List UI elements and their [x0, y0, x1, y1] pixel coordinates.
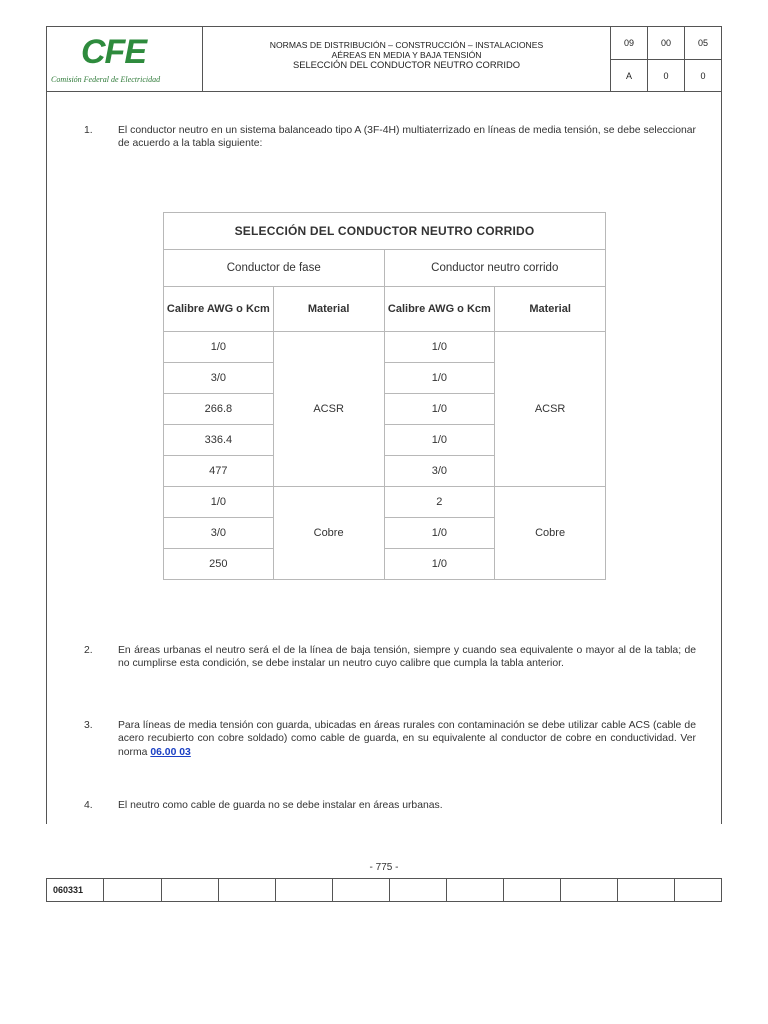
cell-phase-caliber: 1/0 [164, 487, 274, 518]
cell-neutral-caliber: 1/0 [384, 518, 495, 549]
code-divider [684, 27, 685, 91]
document-footer [46, 878, 722, 902]
cell-phase-caliber: 477 [164, 456, 274, 487]
cell-neutral-caliber: 2 [384, 487, 495, 518]
page-number: - 775 - [369, 862, 399, 873]
code-r1-c3: 05 [697, 38, 708, 48]
cell-neutral-caliber: 1/0 [384, 549, 495, 580]
footer-divider [389, 879, 390, 901]
footer-divider [674, 879, 675, 901]
column-header-caliber-phase: Calibre AWG o Kcm [164, 287, 274, 332]
header-title-line1: NORMAS DE DISTRIBUCIÓN – CONSTRUCCIÓN – INSTALACIONES [269, 40, 544, 50]
paragraph-text: En áreas urbanas el neutro será el de la línea de baja tensión, siempre y cuando sea equivalente o mayor al de la tabla; de no cumplirse esta condición, se debe instalar un neutro cuyo calibre que cumpla la tabla anterior. [118, 645, 696, 670]
paragraph-number: 3. [84, 720, 93, 731]
cell-material-neutral-copper: Cobre [495, 487, 606, 580]
paragraph-3-body: Para líneas de media tensión con guarda, ubicadas en áreas rurales con contaminación se debe utilizar cable ACS (cable de acero recubierto con cobre soldado) como cable de guarda, en su equivalente al conductor de cobre en conductividad. Ver norma [118, 720, 696, 758]
code-r2-c3: 0 [700, 71, 706, 81]
cell-phase-caliber: 266.8 [164, 394, 274, 425]
paragraph-number: 1. [84, 125, 93, 136]
cell-neutral-caliber: 1/0 [384, 363, 495, 394]
column-header-material-neutral: Material [495, 287, 606, 332]
footer-divider [560, 879, 561, 901]
cell-material-phase-acsr: ACSR [273, 332, 384, 487]
code-divider [647, 27, 648, 91]
code-r2-c1: A [625, 71, 632, 81]
footer-divider [617, 879, 618, 901]
code-r1-c2: 00 [660, 38, 671, 48]
logo-text: Comisión Federal de Electricidad [51, 75, 161, 84]
cell-phase-caliber: 3/0 [164, 363, 274, 394]
cell-neutral-caliber: 1/0 [384, 425, 495, 456]
paragraph-text [118, 719, 696, 759]
cell-material-neutral-acsr: ACSR [495, 332, 606, 487]
footer-divider [332, 879, 333, 901]
header-codes [611, 27, 721, 91]
header-title [203, 27, 611, 91]
table-title: SELECCIÓN DEL CONDUCTOR NEUTRO CORRIDO [164, 213, 606, 250]
column-header-material-phase: Material [273, 287, 384, 332]
cell-material-phase-copper: Cobre [273, 487, 384, 580]
neutral-conductor-table [163, 212, 606, 580]
footer-divider [218, 879, 219, 901]
code-r2-c2: 0 [663, 71, 669, 81]
cell-phase-caliber: 1/0 [164, 332, 274, 363]
footer-divider [103, 879, 104, 901]
logo-mark: CFE [81, 33, 146, 71]
cell-phase-caliber: 3/0 [164, 518, 274, 549]
cfe-logo [47, 27, 203, 91]
footer-divider [503, 879, 504, 901]
footer-divider [275, 879, 276, 901]
cell-neutral-caliber: 1/0 [384, 332, 495, 363]
footer-divider [446, 879, 447, 901]
paragraph-text: El neutro como cable de guarda no se debe instalar en áreas urbanas. [118, 800, 443, 811]
header-title-line2: AÉREAS EN MEDIA Y BAJA TENSIÓN [331, 49, 482, 60]
cell-phase-caliber: 336.4 [164, 425, 274, 456]
code-r1-c1: 09 [623, 38, 634, 48]
document-header [46, 26, 722, 92]
paragraph-number: 2. [84, 645, 93, 656]
cell-phase-caliber: 250 [164, 549, 274, 580]
paragraph-number: 4. [84, 800, 93, 811]
footer-doc-code: 060331 [53, 885, 84, 895]
column-header-caliber-neutral: Calibre AWG o Kcm [384, 287, 495, 332]
norm-link[interactable]: 06.00 03 [150, 746, 191, 758]
footer-divider [161, 879, 162, 901]
header-title-line3: SELECCIÓN DEL CONDUCTOR NEUTRO CORRIDO [292, 59, 521, 70]
group-header-phase: Conductor de fase [164, 250, 385, 287]
cell-neutral-caliber: 3/0 [384, 456, 495, 487]
cell-neutral-caliber: 1/0 [384, 394, 495, 425]
paragraph-text: El conductor neutro en un sistema balanceado tipo A (3F-4H) multiaterrizado en líneas de media tensión, se debe seleccionar de acuerdo a la tabla siguiente: [118, 125, 696, 150]
group-header-neutral: Conductor neutro corrido [384, 250, 606, 287]
